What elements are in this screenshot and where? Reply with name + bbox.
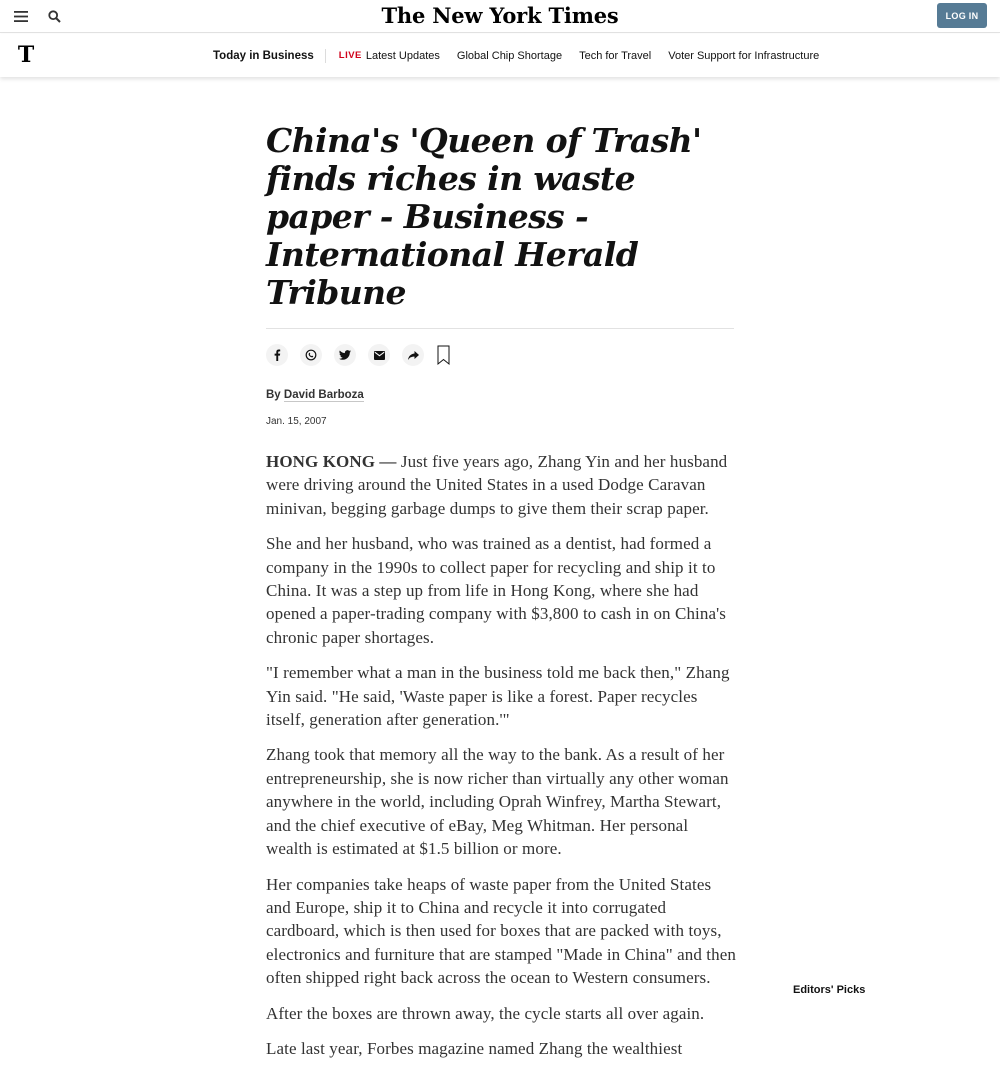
article-body [266, 450, 736, 1060]
author-link[interactable]: David Barboza [283, 389, 364, 401]
nyt-logo[interactable]: The New York Times [381, 3, 619, 28]
editors-picks-heading: Editors' Picks [793, 984, 866, 996]
byline-prefix: By [266, 389, 281, 401]
headline: China's 'Queen of Trash' finds riches in waste paper - Business - International Herald Tribune [266, 121, 702, 312]
live-badge: LIVE [338, 50, 362, 61]
share-tools [266, 344, 736, 366]
share-icon[interactable] [402, 344, 424, 366]
article-paragraph [266, 450, 736, 520]
nav-items [213, 34, 836, 77]
nav-item-latest-updates[interactable] [339, 50, 440, 62]
article [266, 122, 736, 1072]
nyt-t-logo-icon[interactable]: T [17, 42, 35, 68]
paragraph-text: Just five years ago, Zhang Yin and her husband were driving around the United States in a used Dodge Caravan minivan, begging garbage dumps to give them their scrap paper. [266, 452, 728, 518]
section-nav [0, 34, 1000, 77]
nav-item-global-chip-shortage[interactable]: Global Chip Shortage [456, 49, 563, 62]
article-paragraph: Zhang took that memory all the way to the bank. As a result of her entrepreneurship, she is now richer than virtually any other woman anywhere in the world, including Oprah Winfrey, Martha Stewart, and the chief executive of eBay, Meg Whitman. Her personal wealth is estimated at $1.5 billion or more. [266, 745, 729, 859]
article-paragraph: She and her husband, who was trained as a dentist, had formed a company in the 1990s to collect paper for recycling and ship it to China. It was a step up from life in Hong Kong, where she had opened a paper-trading company with $3,800 to cash in on China's chronic paper shortages. [266, 534, 726, 647]
whatsapp-icon[interactable] [300, 344, 322, 366]
bookmark-icon[interactable] [436, 345, 450, 365]
nav-item-tech-for-travel[interactable]: Tech for Travel [579, 49, 652, 62]
dateline-place: HONG KONG — [266, 452, 397, 471]
publish-date: Jan. 15, 2007 [266, 416, 327, 427]
article-paragraph: After the boxes are thrown away, the cycle starts all over again. [266, 1003, 705, 1023]
login-button[interactable]: LOG IN [937, 3, 987, 28]
article-paragraph: Her companies take heaps of waste paper from the United States and Europe, ship it to China and recycle it into corrugated cardboard, which is then used for boxes that are packed with toys, electronics and furniture that are stamped "Made in China" and then often shipped right back across the ocean to Western consumers. [266, 874, 736, 988]
nav-section-title[interactable]: Today in Business [213, 49, 326, 63]
divider [266, 328, 734, 329]
email-icon[interactable] [368, 344, 390, 366]
masthead [0, 0, 1000, 33]
nav-item-label: Latest Updates [365, 49, 440, 62]
article-paragraph: Late last year, Forbes magazine named Zhang the wealthiest [266, 1038, 683, 1058]
article-paragraph: "I remember what a man in the business told me back then," Zhang Yin said. "He said, 'Waste paper is like a forest. Paper recycles itself, generation after generation.'" [266, 663, 730, 730]
twitter-icon[interactable] [334, 344, 356, 366]
facebook-icon[interactable] [266, 344, 288, 366]
byline [266, 389, 736, 401]
nav-item-voter-support[interactable]: Voter Support for Infrastructure [668, 49, 820, 62]
